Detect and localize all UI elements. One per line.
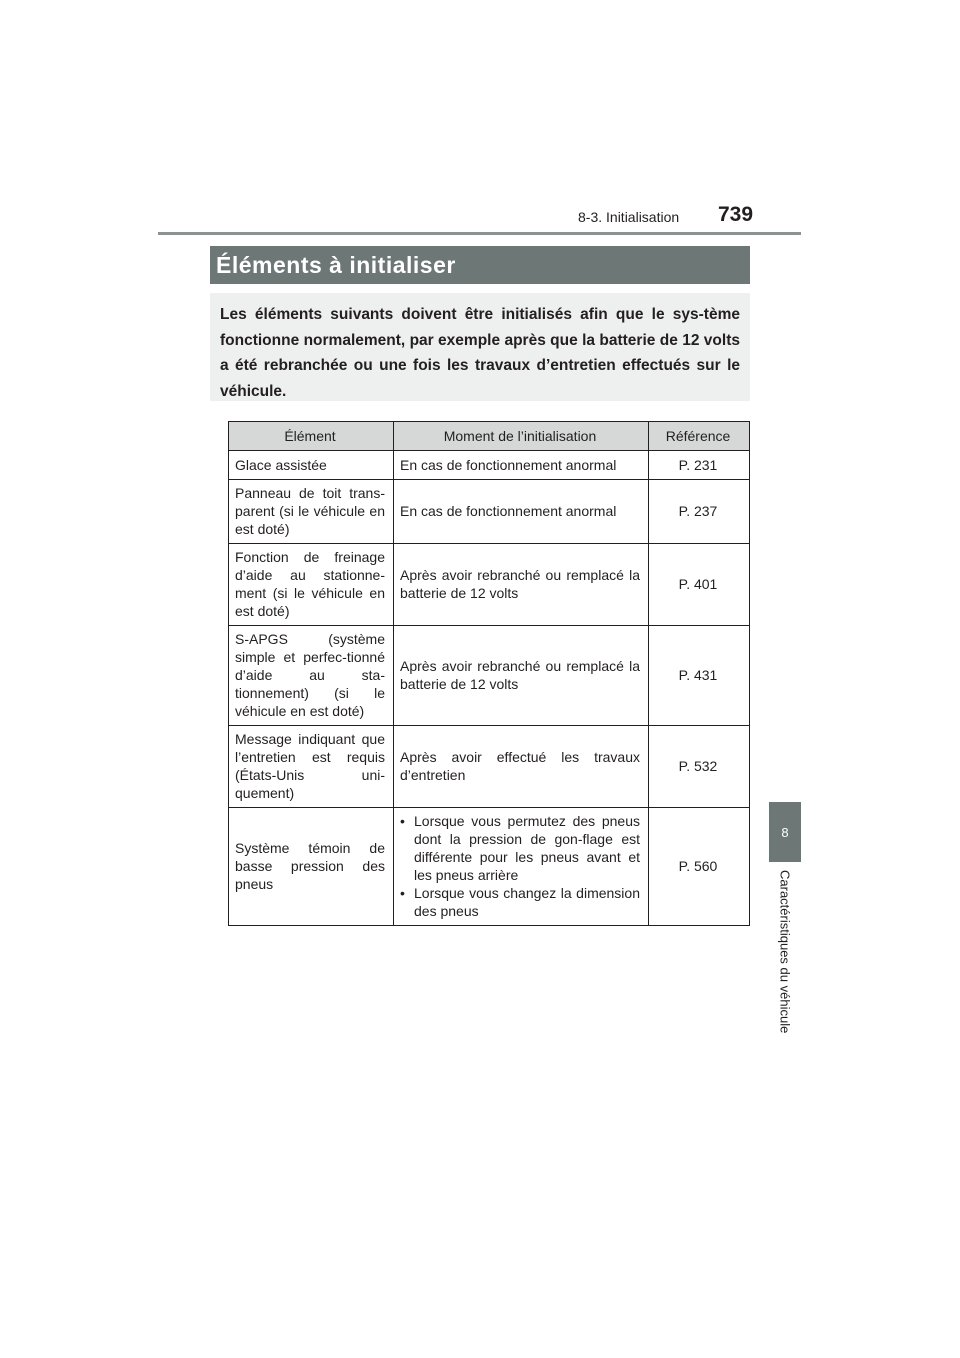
intro-paragraph: Les éléments suivants doivent être initialisés afin que le sys-tème fonctionne normalement, par exemple après que la batterie de 12 volts a été rebranchée ou une fois les travaux d’entretien effectués sur le véhicule. <box>210 293 750 401</box>
bullet-text: Lorsque vous changez la dimension des pneus <box>414 885 640 919</box>
chapter-tab-label <box>769 870 801 1060</box>
initialization-table <box>228 421 750 926</box>
timing-cell: Après avoir effectué les travaux d’entretien <box>394 726 649 808</box>
reference-cell: P. 237 <box>649 480 750 544</box>
item-cell: Système témoin de basse pression des pneus <box>229 808 394 926</box>
timing-cell <box>394 808 649 926</box>
item-cell: Fonction de freinage d’aide au stationne-ment (si le véhicule en est doté) <box>229 544 394 626</box>
bullet-item <box>400 884 640 920</box>
chapter-title: Caractéristiques du véhicule <box>777 870 793 1034</box>
timing-cell: Après avoir rebranché ou remplacé la batterie de 12 volts <box>394 544 649 626</box>
page-heading: Éléments à initialiser <box>210 246 750 284</box>
column-header-timing: Moment de l’initialisation <box>394 422 649 451</box>
chapter-tab-number: 8 <box>769 802 801 862</box>
reference-cell: P. 401 <box>649 544 750 626</box>
reference-cell: P. 560 <box>649 808 750 926</box>
header-divider <box>158 232 801 235</box>
item-cell: Glace assistée <box>229 451 394 480</box>
bullet-icon: • <box>400 885 405 901</box>
item-cell: S-APGS (système simple et perfec-tionné d’aide au sta-tionnement) (si le véhicule en est doté) <box>229 626 394 726</box>
bullet-icon: • <box>400 813 405 829</box>
table-row <box>229 451 750 480</box>
item-cell: Message indiquant que l’entretien est requis (États-Unis uni-quement) <box>229 726 394 808</box>
reference-cell: P. 231 <box>649 451 750 480</box>
table-row <box>229 480 750 544</box>
table-row <box>229 626 750 726</box>
timing-cell: Après avoir rebranché ou remplacé la batterie de 12 volts <box>394 626 649 726</box>
table-row <box>229 726 750 808</box>
column-header-item: Élément <box>229 422 394 451</box>
page-number: 739 <box>718 203 754 226</box>
table-row <box>229 544 750 626</box>
bullet-item <box>400 812 640 884</box>
column-header-reference: Référence <box>649 422 750 451</box>
table-row <box>229 808 750 926</box>
item-cell: Panneau de toit trans-parent (si le véhicule en est doté) <box>229 480 394 544</box>
section-title: 8-3. Initialisation <box>578 209 680 225</box>
bullet-text: Lorsque vous permutez des pneus dont la pression de gon-flage est différente pour les pneus avant et les pneus arrière <box>414 813 640 883</box>
table-header-row <box>229 422 750 451</box>
timing-cell: En cas de fonctionnement anormal <box>394 451 649 480</box>
reference-cell: P. 431 <box>649 626 750 726</box>
timing-cell: En cas de fonctionnement anormal <box>394 480 649 544</box>
reference-cell: P. 532 <box>649 726 750 808</box>
